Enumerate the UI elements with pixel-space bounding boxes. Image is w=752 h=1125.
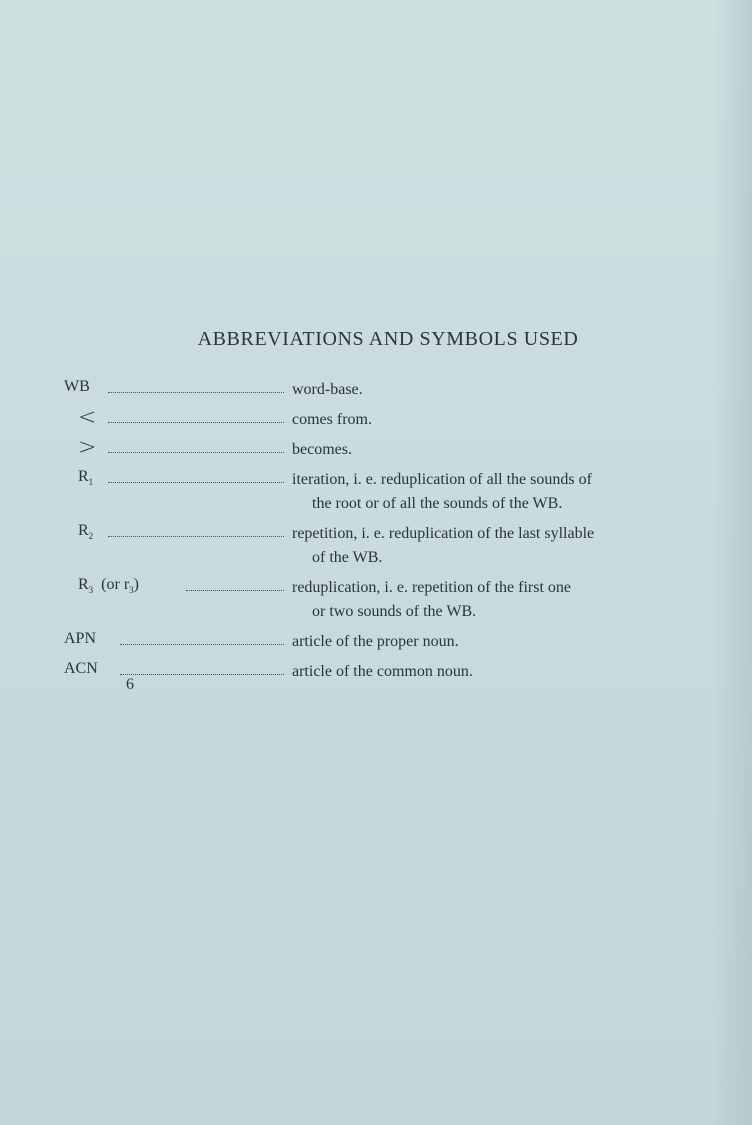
abbreviation-term: ACN <box>64 660 98 677</box>
abbreviation-term: WB <box>64 378 90 395</box>
section-title: ABBREVIATIONS AND SYMBOLS USED <box>197 328 579 350</box>
abbreviation-term: APN <box>64 630 97 647</box>
abbreviation-term: $R_3$ (or $r_3$) <box>78 576 139 596</box>
dot-leader <box>120 644 284 645</box>
abbreviation-definition: comes from. <box>292 411 372 428</box>
list-item <box>64 378 724 402</box>
dot-leader <box>108 422 284 423</box>
list-item <box>64 435 724 462</box>
dot-leader <box>108 452 284 453</box>
list-item <box>64 576 724 624</box>
abbreviation-definition: becomes. <box>292 441 352 458</box>
list-item <box>64 405 724 432</box>
page-number: 6 <box>126 676 134 693</box>
abbreviations-list <box>64 378 724 690</box>
abbreviation-definition: word-base. <box>292 381 363 398</box>
greater-than-symbol: > <box>78 435 97 460</box>
abbreviation-term: $R_1$ <box>78 468 94 488</box>
abbreviation-definition: article of the proper noun. <box>292 633 459 650</box>
dot-leader <box>186 590 284 591</box>
dot-leader <box>108 392 284 393</box>
abbreviation-definition: article of the common noun. <box>292 663 473 680</box>
dot-leader <box>108 482 284 483</box>
less-than-symbol: < <box>78 405 97 430</box>
abbreviation-definition: iteration, i. e. reduplication of all the sounds of the root or of all the sounds of the WB. <box>292 471 592 512</box>
list-item <box>64 522 724 570</box>
list-item <box>64 660 724 684</box>
list-item <box>64 630 724 654</box>
list-item <box>64 468 724 516</box>
dot-leader <box>108 536 284 537</box>
dot-leader <box>120 674 284 675</box>
abbreviation-definition: repetition, i. e. reduplication of the last syllable of the WB. <box>292 525 595 566</box>
abbreviation-term: $R_2$ <box>78 522 94 542</box>
abbreviation-definition: reduplication, i. e. repetition of the first one or two sounds of the WB. <box>292 579 572 620</box>
